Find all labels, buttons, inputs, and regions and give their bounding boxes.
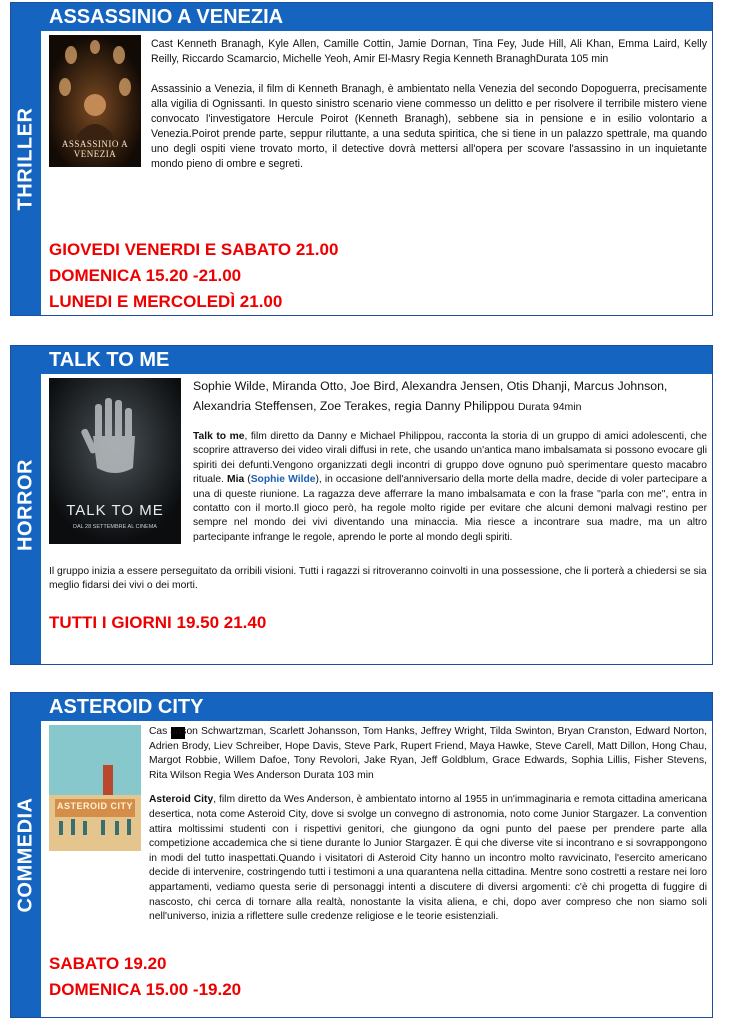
movie-poster: [49, 35, 141, 167]
duration-label: Durata: [517, 401, 550, 413]
movie-poster: [49, 378, 181, 544]
plot-title: Talk to me: [193, 431, 245, 442]
genre-label: THRILLER: [14, 107, 37, 211]
movie-info: [149, 725, 707, 925]
schedule-line: DOMENICA 15.00 -19.20: [49, 980, 242, 999]
movie-card-talk-to-me: [10, 345, 713, 665]
plot-text: Assassinio a Venezia, il film di Kenneth Branagh, è ambientato nella Venezia del secondo Dopoguerra, precisamente alla vigilia di Ognissanti. In questo sinistro scenario viene commesso un delitto e per risolvere il terribile mistero viene convocato l'investigatore Hercule Poirot (Kenneth Branagh), sebbene sia in pensione e in esilio volontario a Venezia.Poirot prende parte, seppur riluttante, a una seduta spiritica, che si tiene in un palazzo spettrale, ma quando uno degli ospiti viene trovato morto, il detective dovrà mettersi all'opera per scovare l'assassino in un inquietante mondo pieno di ombre e segreti.: [151, 83, 707, 170]
poster-title: ASSASSINIO A VENEZIA: [61, 139, 129, 159]
schedule-line: GIOVEDI VENERDI E SABATO 21.00: [49, 240, 339, 259]
plot-text: Asteroid City, film diretto da Wes Anderson, è ambientato intorno al 1955 in un'immaginaria e remota cittadina americana desertica, nota come Asteroid City, dove si svolge un convegno di astronomia, noto come Junior Stargazer. La convention attira moltissimi studenti con i rispettivi genitori, che giungono da ogni punto del paese per prendere parte alla competizione accademica che si tiene durante lo Junior Stargazer. È qui che diverse vite si incontrano e si sovrappongono in modi del tutto inaspettati.Quando i visitatori di Asteroid City hanno un incontro molto ravvicinato, l'esercito americano decide di intervenire, costringendo tutti i testimoni a una quarantena nella cittadina. Mentre sono costretti a restare nei loro appartamenti, vediamo questa serie di personaggi intenti a discutere di diversi argomenti: c'è chi progetta di fuggire di nascosto, chi cerca di tornare alla realtà, nonostante la visita aliena, e chi, dopo aver compreso che non siamo soli nell'universo, inizia a riflettere sulle credenze religiose e le teorie esistenziali.: [149, 794, 707, 923]
cast-credits: Cas Jason Schwartzman, Scarlett Johansson, Tom Hanks, Jeffrey Wright, Tilda Swinton, Bryan Cranston, Edward Norton, Adrien Brody, Liev Schreiber, Hope Davis, Steve Park, Rupert Friend, Maya Hawke, Steve Carell, Matt Dillon, Hong Chau, Margot Robbie, Willem Dafoe, Tony Revolori, Jake Ryan, Jeff Goldblum, Grace Edwards, Sophia Lillis, Fisher Stevens, Rita Wilson Regia Wes Anderson Durata 103 min: [149, 726, 707, 781]
actor-link[interactable]: Sophie Wilde: [250, 474, 316, 486]
genre-band: [11, 693, 41, 1017]
movie-title: TALK TO ME: [41, 346, 712, 374]
schedule-line: LUNEDI E MERCOLEDÌ 21.00: [49, 292, 283, 311]
schedule: [49, 237, 338, 315]
schedule-line: DOMENICA 15.20 -21.00: [49, 266, 242, 285]
movie-poster: [49, 725, 141, 851]
schedule: [49, 610, 266, 636]
movie-card-assassinio: [10, 2, 713, 316]
genre-band: [11, 346, 41, 664]
genre-band: [11, 3, 41, 315]
genre-label: HORROR: [14, 459, 37, 551]
poster-art: [49, 378, 181, 544]
poster-release: DAL 28 SETTEMBRE AL CINEMA: [73, 524, 157, 530]
schedule-line: SABATO 19.20: [49, 954, 167, 973]
poster-title: ASTEROID CITY: [56, 801, 133, 811]
schedule-line: TUTTI I GIORNI 19.50 21.40: [49, 613, 267, 632]
cast-credits: Cast Kenneth Branagh, Kyle Allen, Camille Cottin, Jamie Dornan, Tina Fey, Jude Hill, Ali Khan, Emma Laird, Kelly Reilly, Riccardo Scamarcio, Michelle Yeoh, Amir El-Masry Regia Kenneth BranaghDurata 105 min: [151, 38, 707, 65]
genre-label: COMMEDIA: [14, 797, 37, 913]
poster-art: [49, 725, 141, 851]
cast-credits: Sophie Wilde, Miranda Otto, Joe Bird, Alexandra Jensen, Otis Dhanji, Marcus Johnson, Alexandria Steffensen, Zoe Terakes, regia Danny Philippou Durata 94min: [193, 379, 668, 413]
movie-info: [151, 37, 707, 172]
poster-title: TALK TO ME: [66, 502, 164, 519]
movie-card-asteroid-city: [10, 692, 713, 1018]
plot-text-continued: Il gruppo inizia a essere perseguitato da orribili visioni. Tutti i ragazzi si ritroveranno coinvolti in una possessione, che li porterà a chiedersi se sia meglio fidarsi dei vivi o dei morti.: [49, 566, 707, 592]
plot-title: Asteroid City: [149, 794, 214, 806]
plot-text: Talk to me, film diretto da Danny e Michael Philippou, racconta la storia di un gruppo di amici adolescenti, che scoprire attraverso dei video virali diffusi in rete, che usando un'antica mano imbalsamata si possono evocare gli spiriti dei defunti.Vengono organizzati degli incontri di gruppo dove ognuno può sperimentare questo macabro rituale. Mia (Sophie Wilde), in occasione dell'anniversario della morte della madre, decide di voler partecipare a una di queste riunione. La ragazza deve afferrare la mano imbalsamata e con la frase "parla con me", entra in contatto con il morto.Il gioco però, ha regole molto rigide per evitare che alcuni demoni malvagi restino per sempre nel mondo dei vivi diventando una minaccia. Mia riesce a incontrare sua madre, ma un altro partecipante infrange le regole, aprendo le porte al mondo degli spiriti.: [193, 431, 707, 543]
duration-value: 94min: [552, 401, 582, 413]
movie-title: ASTEROID CITY: [41, 693, 712, 721]
movie-title: ASSASSINIO A VENEZIA: [41, 3, 712, 31]
schedule: [49, 951, 241, 1003]
